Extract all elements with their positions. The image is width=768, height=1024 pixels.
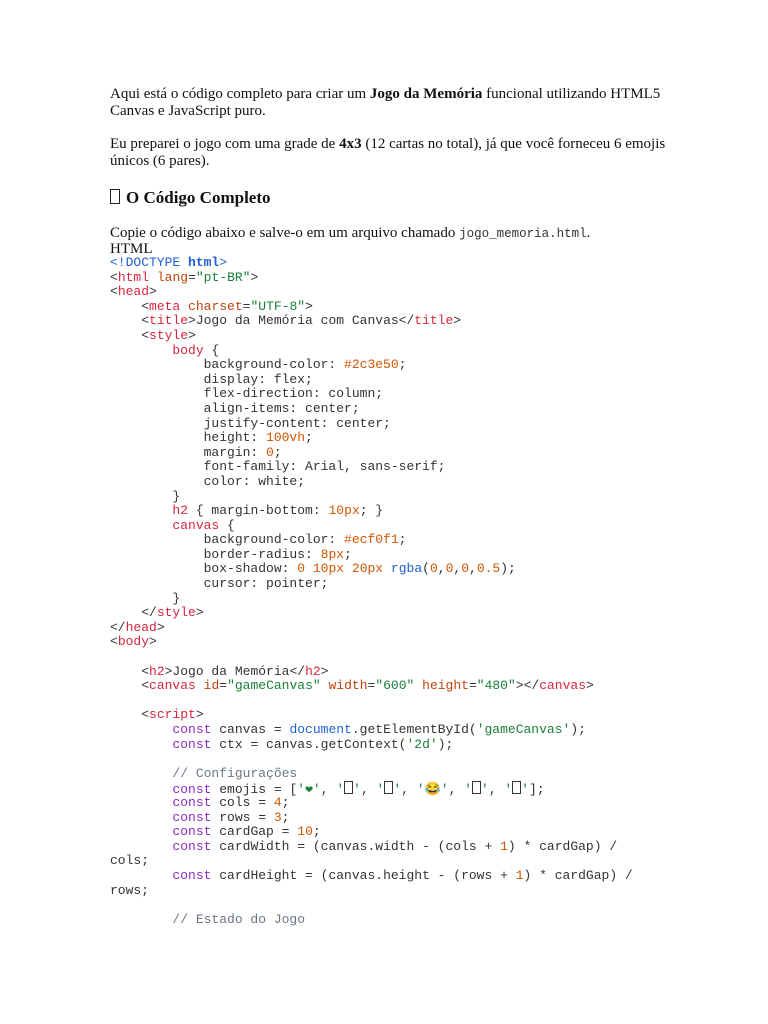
code-line: <!DOCTYPE html>	[110, 255, 228, 270]
code-line: <head>	[110, 284, 157, 300]
code-line: </head>	[110, 619, 165, 635]
code-block	[110, 256, 670, 927]
section-heading-text: O Código Completo	[126, 188, 271, 207]
code-line: <h2>Jogo da Memória</h2>	[110, 663, 329, 679]
code-line	[110, 898, 670, 913]
code-line: <canvas id="gameCanvas" width="600" height="480"></canvas>	[110, 678, 594, 694]
code-line: box-shadow: 0 10px 20px rgba(0,0,0,0.5);	[110, 561, 516, 577]
code-line	[110, 694, 670, 709]
code-line: h2 { margin-bottom: 10px; }	[172, 503, 384, 519]
code-line	[110, 752, 670, 767]
code-line: cols;	[110, 853, 150, 869]
code-line: flex-direction: column;	[110, 386, 384, 402]
code-line: background-color: #2c3e50;	[110, 357, 407, 373]
code-line: background-color: #ecf0f1;	[110, 532, 407, 548]
code-line: // Estado do Jogo	[110, 911, 306, 927]
grid-paragraph	[110, 136, 670, 170]
intro-paragraph	[110, 86, 670, 120]
code-line	[110, 650, 670, 665]
code-line: }	[110, 590, 181, 606]
code-line: cursor: pointer;	[110, 576, 329, 592]
code-line: canvas {	[172, 517, 235, 533]
instructions-text-end: .	[586, 225, 591, 241]
code-line: const cols = 4;	[172, 794, 290, 810]
code-line: align-items: center;	[110, 400, 360, 416]
unrendered-emoji-icon	[110, 189, 120, 204]
code-line: const canvas = document.getElementById('gameCanvas');	[172, 722, 586, 737]
code-line: display: flex;	[110, 371, 313, 387]
intro-bold-text: Jogo da Memória	[369, 86, 483, 102]
code-line: const ctx = canvas.getContext('2d');	[172, 736, 454, 752]
code-line: <style>	[110, 327, 196, 343]
code-line: const rows = 3;	[172, 809, 290, 825]
code-line: border-radius: 8px;	[110, 546, 352, 562]
code-line: rows;	[110, 882, 150, 898]
code-language-label: HTML	[110, 241, 153, 257]
code-line: <body>	[110, 634, 157, 650]
code-line: font-family: Arial, sans-serif;	[110, 459, 446, 475]
code-line: height: 100vh;	[110, 430, 313, 446]
code-line: color: white;	[110, 473, 306, 489]
intro-text-end: funcional utilizando HTML5 Canvas e JavaScript puro.	[110, 86, 661, 119]
code-line: <html lang="pt-BR">	[110, 269, 259, 285]
instructions-paragraph	[110, 225, 670, 243]
code-line: </style>	[110, 605, 204, 621]
code-line: const emojis = ['❤', ' ', ' ', '😂', ' ', ' '];	[172, 782, 545, 798]
code-line: <title>Jogo da Memória com Canvas</title>	[110, 313, 462, 329]
code-line: justify-content: center;	[110, 415, 391, 431]
code-line: const cardHeight = (canvas.height - (rows + 1) * cardGap) /	[172, 867, 633, 883]
instructions-text: Copie o código abaixo e salve-o em um arquivo chamado	[110, 225, 460, 241]
code-line: <script>	[110, 707, 204, 723]
code-line: const cardWidth = (canvas.width - (cols + 1) * cardGap) /	[172, 838, 618, 854]
grid-text: Eu preparei o jogo com uma grade de	[110, 136, 340, 152]
grid-text-end: (12 cartas no total), já que você forneceu 6 emojis únicos (6 pares).	[110, 136, 666, 169]
section-heading	[110, 188, 271, 208]
intro-text: Aqui está o código completo para criar um	[110, 86, 370, 102]
code-line: margin: 0;	[110, 444, 282, 460]
code-line: // Configurações	[110, 765, 298, 781]
code-line: }	[110, 488, 181, 504]
code-line: <meta charset="UTF-8">	[110, 298, 313, 314]
grid-bold-text: 4x3	[339, 136, 362, 152]
code-line: const cardGap = 10;	[172, 824, 321, 840]
code-line: body {	[172, 342, 220, 358]
filename-code: jogo_memoria.html	[459, 227, 587, 241]
